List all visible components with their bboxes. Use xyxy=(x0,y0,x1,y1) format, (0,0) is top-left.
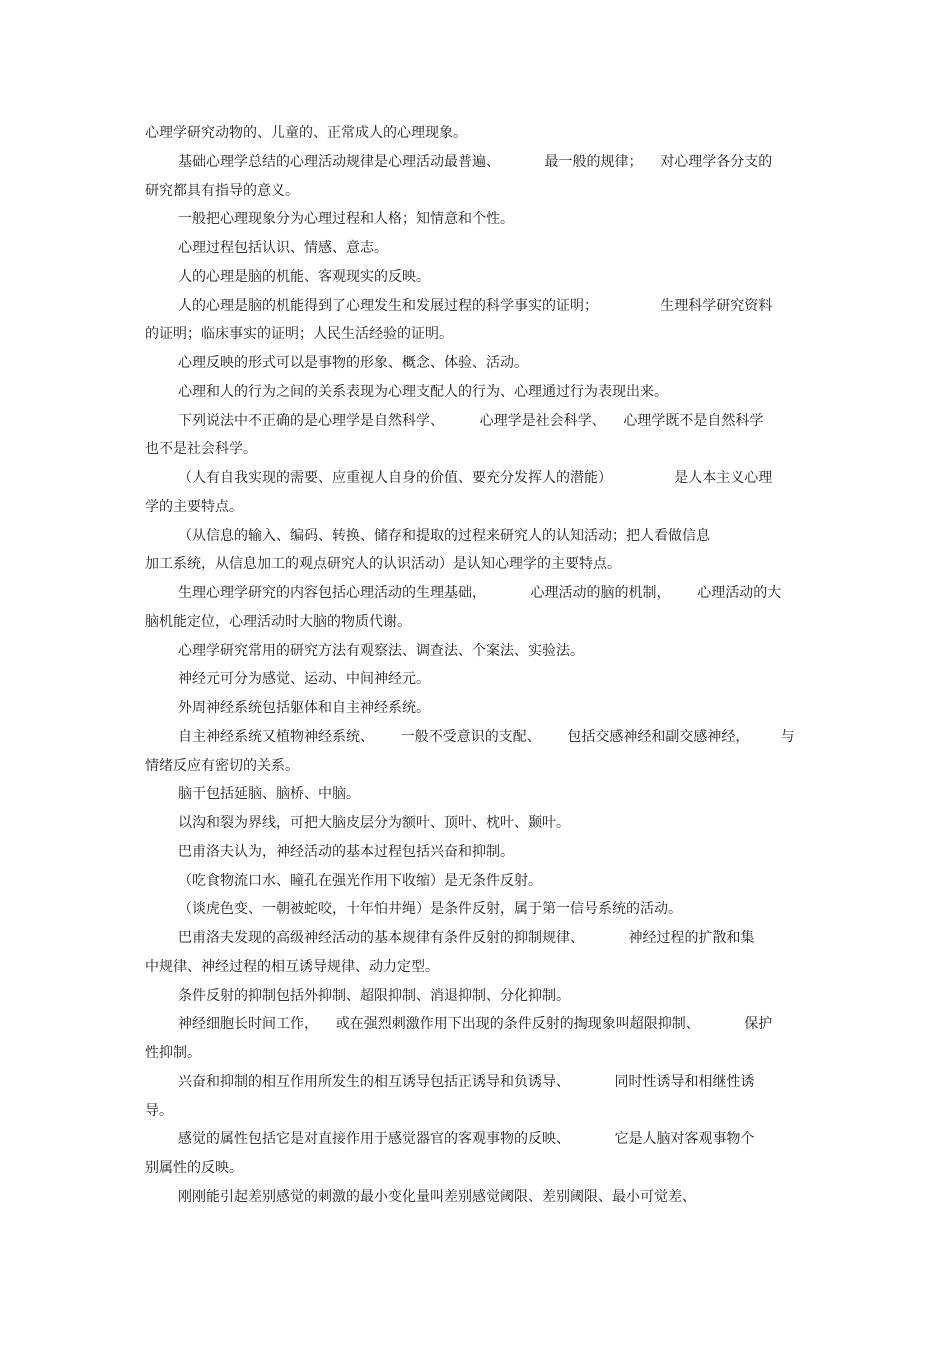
text-line: 性抑制。 xyxy=(145,1045,201,1061)
text-line: 神经细胞长时间工作， 或在强烈刺激作用下出现的条件反射的掏现象叫超限抑制、 保护 xyxy=(178,1016,773,1032)
text-line: 巴甫洛夫认为，神经活动的基本过程包括兴奋和抑制。 xyxy=(178,844,514,860)
text-line: 研究都具有指导的意义。 xyxy=(145,183,299,199)
text-line: 条件反射的抑制包括外抑制、超限抑制、消退抑制、分化抑制。 xyxy=(178,988,570,1004)
text-line: 情绪反应有密切的关系。 xyxy=(145,758,299,774)
text-line: 生理心理学研究的内容包括心理活动的生理基础， 心理活动的脑的机制， 心理活动的大 xyxy=(178,585,782,601)
text-line: 心理学研究常用的研究方法有观察法、调查法、个案法、实验法。 xyxy=(178,643,584,659)
text-line: 人的心理是脑的机能得到了心理发生和发展过程的科学事实的证明； 生理科学研究资料 xyxy=(178,298,773,314)
text-line: 自主神经系统又植物神经系统、 一般不受意识的支配、 包括交感神经和副交感神经， 与 xyxy=(178,729,795,745)
text-line: 脑干包括延脑、脑桥、中脑。 xyxy=(178,786,360,802)
text-line: 心理过程包括认识、情感、意志。 xyxy=(178,240,388,256)
text-line: 心理反映的形式可以是事物的形象、概念、体验、活动。 xyxy=(178,355,528,371)
text-line: 学的主要特点。 xyxy=(145,499,243,515)
text-line: 一般把心理现象分为心理过程和人格；知情意和个性。 xyxy=(178,211,514,227)
text-line: 心理学研究动物的、儿童的、正常成人的心理现象。 xyxy=(145,125,467,141)
text-line: 导。 xyxy=(145,1103,173,1119)
text-line: 感觉的属性包括它是对直接作用于感觉器官的客观事物的反映、 它是人脑对客观事物个 xyxy=(178,1131,755,1147)
text-line: 也不是社会科学。 xyxy=(145,441,257,457)
text-line: （从信息的输入、编码、转换、储存和提取的过程来研究人的认知活动；把人看做信息 xyxy=(178,528,710,544)
text-line: 心理和人的行为之间的关系表现为心理支配人的行为、心理通过行为表现出来。 xyxy=(178,384,668,400)
text-line: 神经元可分为感觉、运动、中间神经元。 xyxy=(178,671,430,687)
text-line: 外周神经系统包括躯体和自主神经系统。 xyxy=(178,700,430,716)
text-line: 下列说法中不正确的是心理学是自然科学、 心理学是社会科学、 心理学既不是自然科学 xyxy=(178,413,764,429)
text-line: 的证明；临床事实的证明；人民生活经验的证明。 xyxy=(145,326,453,342)
text-line: 人的心理是脑的机能、客观现实的反映。 xyxy=(178,269,430,285)
text-line: 加工系统，从信息加工的观点研究人的认识活动）是认知心理学的主要特点。 xyxy=(145,556,621,572)
text-line: （人有自我实现的需要、应重视人自身的价值、要充分发挥人的潜能） 是人本主义心理 xyxy=(178,470,773,486)
text-line: 脑机能定位，心理活动时大脑的物质代谢。 xyxy=(145,614,411,630)
text-line: 巴甫洛夫发现的高级神经活动的基本规律有条件反射的抑制规律、 神经过程的扩散和集 xyxy=(178,930,755,946)
text-line: 兴奋和抑制的相互作用所发生的相互诱导包括正诱导和负诱导、 同时性诱导和相继性诱 xyxy=(178,1074,755,1090)
text-line: 以沟和裂为界线，可把大脑皮层分为额叶、顶叶、枕叶、颞叶。 xyxy=(178,815,570,831)
text-line: 刚刚能引起差别感觉的刺激的最小变化量叫差别感觉阈限、差别阈限、最小可觉差、 xyxy=(178,1189,696,1205)
text-line: 基础心理学总结的心理活动规律是心理活动最普遍、 最一般的规律； 对心理学各分支的 xyxy=(178,154,773,170)
text-line: （吃食物流口水、瞳孔在强光作用下收缩）是无条件反射。 xyxy=(178,873,542,889)
text-line: （谈虎色变、一朝被蛇咬，十年怕井绳）是条件反射，属于第一信号系统的活动。 xyxy=(178,901,682,917)
text-line: 中规律、神经过程的相互诱导规律、动力定型。 xyxy=(145,959,439,975)
text-line: 别属性的反映。 xyxy=(145,1160,243,1176)
